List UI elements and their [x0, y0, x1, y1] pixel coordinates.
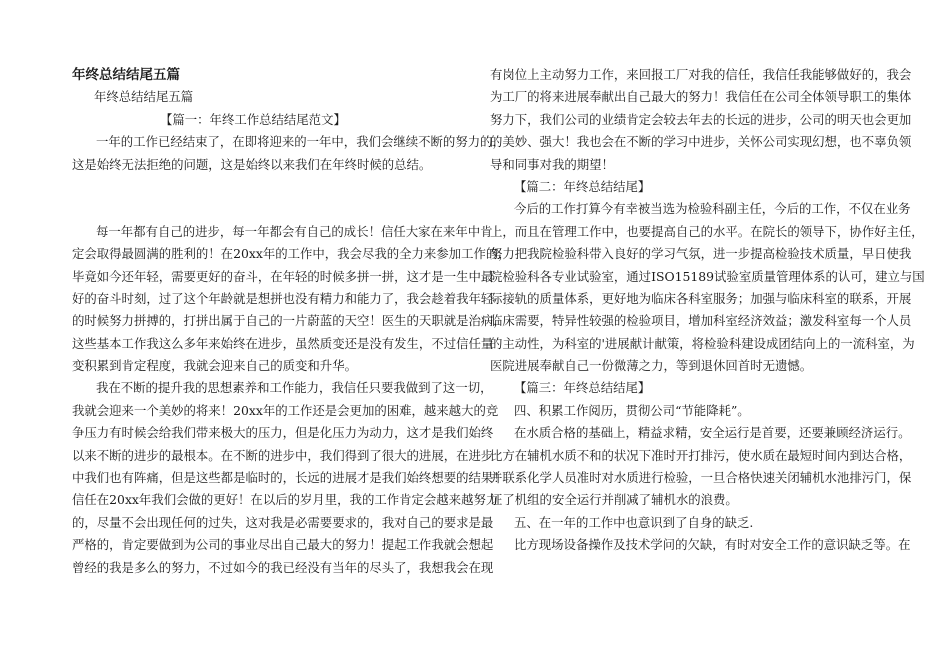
- blank-line: [72, 176, 464, 198]
- paragraph-line: 每一年都有自己的进步，每一年都会有自己的成长！信任大家在来年中肯: [96, 223, 493, 239]
- paragraph-line: 努力下，我们公司的业绩肯定会较去年去的长远的进步，公司的明天也会更加: [490, 111, 912, 127]
- paragraph-line: 我就会迎来一个美妙的将来！20xx年的工作还是会更加的困难，越来越大的竞: [72, 402, 499, 418]
- paragraph-line: 比方现场设备操作及技术学问的欠缺，有时对安全工作的意识缺乏等。在: [514, 537, 911, 553]
- section-heading-3: 【篇三：年终总结结尾】: [514, 380, 651, 396]
- paragraph-line: 争压力有时候会给我们带来极大的压力，但是化压力为动力，这才是我们始终: [72, 425, 494, 441]
- paragraph-line: 我在不断的提升我的思想素养和工作能力，我信任只要我做到了这一切，: [96, 380, 493, 396]
- paragraph-line: 际接轨的质量体系，更好地为临床各科室服务；加强与临床科室的联系，开展: [490, 290, 912, 306]
- paragraph-line: 努力把我院检验科带入良好的学习气氛，进一步提高检验技术质量，早日使我: [490, 246, 912, 262]
- paragraph-line: 一年的工作已经结束了，在即将迎来的一年中，我们会继续不断的努力的，: [96, 134, 505, 150]
- right-column: [490, 64, 925, 557]
- paragraph-line: 曾经的我是多么的努力，不过如今的我已经没有当年的尽头了，我想我会在现: [72, 559, 494, 575]
- paragraph-line: 今后的工作打算今有幸被当选为检验科副主任，今后的工作，不仅在业务: [514, 201, 911, 217]
- section-heading-1: 【篇一：年终工作总结结尾范文】: [160, 111, 346, 127]
- paragraph-line: 信任在20xx年我们会做的更好！在以后的岁月里，我的工作肯定会越来越努力: [72, 492, 499, 508]
- paragraph-line: 临床需要，特异性较强的检验项目，增加科室经济效益；激发科室每一个人员: [490, 313, 912, 329]
- paragraph-line: 严格的，肯定要做到为公司的事业尽出自己最大的努力！提起工作我就会想起: [72, 537, 494, 553]
- paragraph-line: 证了机组的安全运行并削减了辅机水的浪费。: [490, 492, 738, 508]
- paragraph-line: 定会取得最圆满的胜利的！在20xx年的工作中，我会尽我的全力来参加工作的，: [72, 246, 511, 262]
- paragraph-line: 这是始终无法拒绝的问题，这是始终以来我们在年终时候的总结。: [72, 156, 432, 172]
- paragraph-line: 以来不断的进步的最根本。在不断的进步中，我们得到了很大的进展，在进步: [72, 447, 494, 463]
- section-heading-2: 【篇二：年终总结结尾】: [514, 178, 651, 194]
- item-heading-5: 五、在一年的工作中也意识到了自身的缺乏.: [514, 514, 754, 530]
- paragraph-line: 导和同事对我的期望！: [490, 156, 614, 172]
- paragraph-line: 的美妙、强大！我也会在不断的学习中进步，关怀公司实现幻想，也不辜负领: [490, 134, 912, 150]
- paragraph-line: 院检验科各专业试验室，通过ISO15189试验室质量管理体系的认可，建立与国: [490, 268, 925, 284]
- paragraph-line: 并联系化学人员准时对水质进行检验，一旦合格快速关闭辅机水池排污门，保: [490, 470, 912, 486]
- paragraph-line: 的，尽量不会出现任何的过失，这对我是必需要要求的，我对自己的要求是最: [72, 514, 494, 530]
- document-title: 年终总结结尾五篇: [72, 67, 180, 83]
- left-column: [72, 64, 511, 579]
- paragraph-line: 有岗位上主动努力工作，来回报工厂对我的信任，我信任我能够做好的，我会: [490, 67, 912, 82]
- paragraph-line: 变积累到肯定程度，我就会迎来自己的质变和升华。: [72, 358, 357, 374]
- paragraph-line: 比方在辅机水质不和的状况下准时开打排污，使水质在最短时间内到达合格，: [490, 447, 912, 463]
- paragraph-line: 医院进展奉献自己一份微薄之力，等到退休回首时无遗憾。: [490, 358, 813, 374]
- paragraph-line: 上，而且在管理工作中，也要提高自己的水平。在院长的领导下，协作好主任，: [490, 223, 924, 239]
- paragraph-line: 的主动性，为科室的'进展献计献策，将检验科建设成团结向上的一流科室，为: [490, 335, 915, 351]
- paragraph-line: 毕竟如今还年轻，需要更好的奋斗，在年轻的时候多拼一拼，这才是一生中最: [72, 268, 494, 284]
- paragraph-line: 这些基本工作我这么多年来始终在进步，虽然质变还是没有发生，不过信任量: [72, 335, 494, 351]
- paragraph-line: 为工厂的将来进展奉献出自己最大的努力！我信任在公司全体领导职工的集体: [490, 89, 912, 105]
- document-subtitle: 年终总结结尾五篇: [94, 89, 194, 105]
- paragraph-line: 的时候努力拼搏的，打拼出属于自己的一片蔚蓝的天空！医生的天职就是治病，: [72, 313, 506, 329]
- blank-line: [72, 198, 464, 220]
- paragraph-line: 好的奋斗时刻，过了这个年龄就是想拼也没有精力和能力了，我会趁着我年轻: [72, 290, 494, 306]
- paragraph-line: 在水质合格的基础上，精益求精，安全运行是首要，还要兼顾经济运行。: [514, 425, 911, 441]
- paragraph-line: 中我们也有阵痛，但是这些都是临时的，长远的进展才是我们始终想要的结果！: [72, 470, 506, 486]
- item-heading-4: 四、积累工作阅历，贯彻公司“节能降耗”。: [514, 402, 750, 418]
